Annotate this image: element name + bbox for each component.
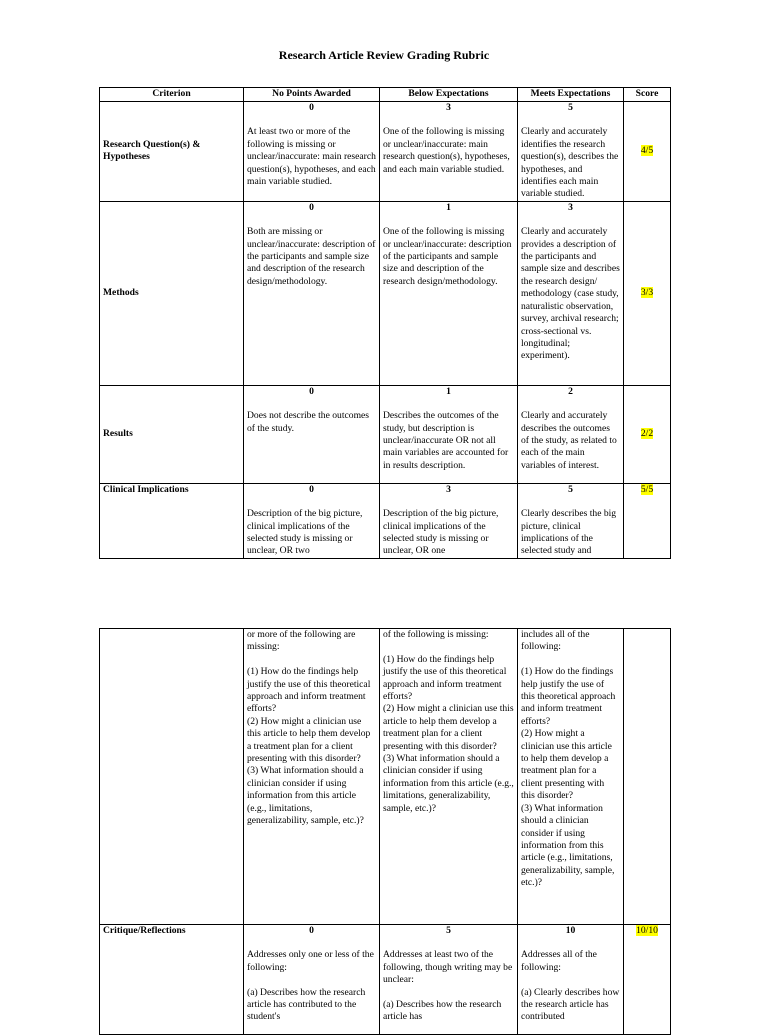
description-text: Addresses all of the following: (a) Clearly describes how the research article has contributed [521, 949, 620, 1023]
points-value: 1 [446, 385, 451, 397]
score-cell [624, 385, 671, 483]
header-below: Below Expectations [380, 88, 518, 102]
score-value: 4/5 [640, 145, 654, 157]
points-value: 3 [446, 102, 451, 113]
header-score: Score [624, 88, 671, 102]
meets-cell [518, 102, 624, 202]
score-value: 3/3 [640, 287, 654, 299]
meets-cell [518, 925, 624, 1035]
points-value: 3 [446, 483, 451, 495]
description-text: Describes the outcomes of the study, but description is unclear/inaccurate OR not all main variables are accounted for in results description. [383, 410, 509, 471]
description-text: At least two or more of the following is missing or unclear/inaccurate: main research question(s), hypotheses, and each main variable studied. [247, 126, 376, 188]
table-row-continuation [100, 629, 671, 925]
description-text: Does not describe the outcomes of the study. [247, 410, 370, 434]
description-text: Clearly and accurately describes the outcomes of the study, as related to each of the main variables of interest. [521, 410, 617, 471]
description-text: One of the following is missing or unclear/inaccurate: main research question(s), hypotheses, and each main variable studied. [383, 126, 510, 175]
no-points-cell [244, 385, 380, 483]
criterion-cell [100, 201, 244, 385]
description-text: of the following is missing: (1) How do the findings help justify the use of this theoretical approach and inform treatment efforts? (2) How might a clinician use this article to help them develop a treatment plan for a client presenting with this disorder? (3) What information should a clinician consider if using information from this article (e.g., limitations, generalizability, sample, etc.)? [383, 629, 514, 814]
table-row [100, 102, 671, 202]
points-value: 0 [309, 201, 314, 213]
criterion-label: Results [103, 428, 133, 440]
score-cell [624, 483, 671, 558]
points-value: 5 [568, 483, 573, 495]
below-cell [380, 385, 518, 483]
criterion-cell [100, 385, 244, 483]
points-value: 3 [568, 201, 573, 213]
points-value: 5 [446, 925, 451, 936]
description-text: Description of the big picture, clinical implications of the selected study is missing or unclear, OR one [383, 508, 499, 557]
criterion-cell [100, 925, 244, 1035]
header-no-points: No Points Awarded [244, 88, 380, 102]
no-points-cell [244, 102, 380, 202]
criterion-cell [100, 102, 244, 202]
score-value: 10/10 [636, 925, 658, 936]
points-value: 0 [309, 925, 314, 936]
points-value: 0 [309, 102, 314, 113]
below-cell [380, 102, 518, 202]
table-row [100, 385, 671, 483]
no-points-cell [244, 201, 380, 385]
criterion-cell [100, 629, 244, 925]
header-meets: Meets Expectations [518, 88, 624, 102]
no-points-cell [244, 629, 380, 925]
points-value: 5 [568, 102, 573, 113]
criterion-cell [100, 483, 244, 558]
description-text: Addresses only one or less of the following: (a) Describes how the research article has contributed to the student's [247, 949, 374, 1023]
table-row [100, 483, 671, 558]
below-cell [380, 483, 518, 558]
description-text: or more of the following are missing: (1) How do the findings help justify the use of this theoretical approach and inform treatment efforts? (2) How might a clinician use this article to help them develop a treatment plan for a client presenting with this disorder? (3) What information should a clinician consider if using information from this article (e.g., limitations, generalizability, sample, etc.)? [247, 629, 371, 827]
score-cell [624, 201, 671, 385]
description-text: includes all of the following: (1) How do the findings help justify the use of this theoretical approach and inform treatment efforts? (2) How might a clinician use this article to help them develop a treatment plan for a client presenting with this disorder? (3) What information should a clinician consider if using information from this article (e.g., limitations, generalizability, sample, etc.)? [521, 629, 616, 889]
no-points-cell [244, 925, 380, 1035]
header-criterion: Criterion [100, 88, 244, 102]
description-text: Clearly and accurately provides a description of the participants and sample size and describes the research design/ methodology (case study, naturalistic observation, survey, archival research; cross-sectional vs. longitudinal; experiment). [521, 226, 620, 362]
criterion-label: Critique/Reflections [103, 925, 186, 936]
criterion-label: Clinical Implications [103, 483, 189, 495]
points-value: 0 [309, 385, 314, 397]
score-cell [624, 102, 671, 202]
document-title: Research Article Review Grading Rubric [278, 48, 490, 62]
description-text: Both are missing or unclear/inaccurate: description of the participants and sample size and description of the research design/methodology. [247, 226, 376, 287]
score-value: 5/5 [640, 483, 654, 495]
meets-cell [518, 483, 624, 558]
table-row [100, 201, 671, 385]
below-cell [380, 925, 518, 1035]
points-value: 2 [568, 385, 573, 397]
header-row [100, 88, 671, 102]
below-cell [380, 201, 518, 385]
meets-cell [518, 385, 624, 483]
description-text: Clearly and accurately identifies the research question(s), describes the hypotheses, and identifies each main variable studied. [521, 126, 619, 200]
meets-cell [518, 629, 624, 925]
description-text: Description of the big picture, clinical implications of the selected study is missing or unclear, OR two [247, 508, 363, 557]
rubric-table-page-1 [99, 87, 671, 559]
no-points-cell [244, 483, 380, 558]
points-value: 0 [309, 483, 314, 495]
criterion-label: Methods [103, 287, 139, 299]
points-value: 10 [565, 925, 576, 936]
description-text: Addresses at least two of the following, though writing may be unclear: (a) Describes how the research article has [383, 949, 513, 1023]
below-cell [380, 629, 518, 925]
description-text: One of the following is missing or unclear/inaccurate: description of the participants and sample size and description of the research design/methodology. [383, 226, 512, 287]
description-text: Clearly describes the big picture, clinical implications of the selected study and [521, 508, 617, 557]
score-cell [624, 925, 671, 1035]
rubric-table-page-2 [99, 628, 671, 1035]
table-row [100, 925, 671, 1035]
points-value: 1 [446, 201, 451, 213]
criterion-label: Research Question(s) & Hypotheses [103, 139, 201, 163]
meets-cell [518, 201, 624, 385]
score-value: 2/2 [640, 428, 654, 440]
score-cell [624, 629, 671, 925]
